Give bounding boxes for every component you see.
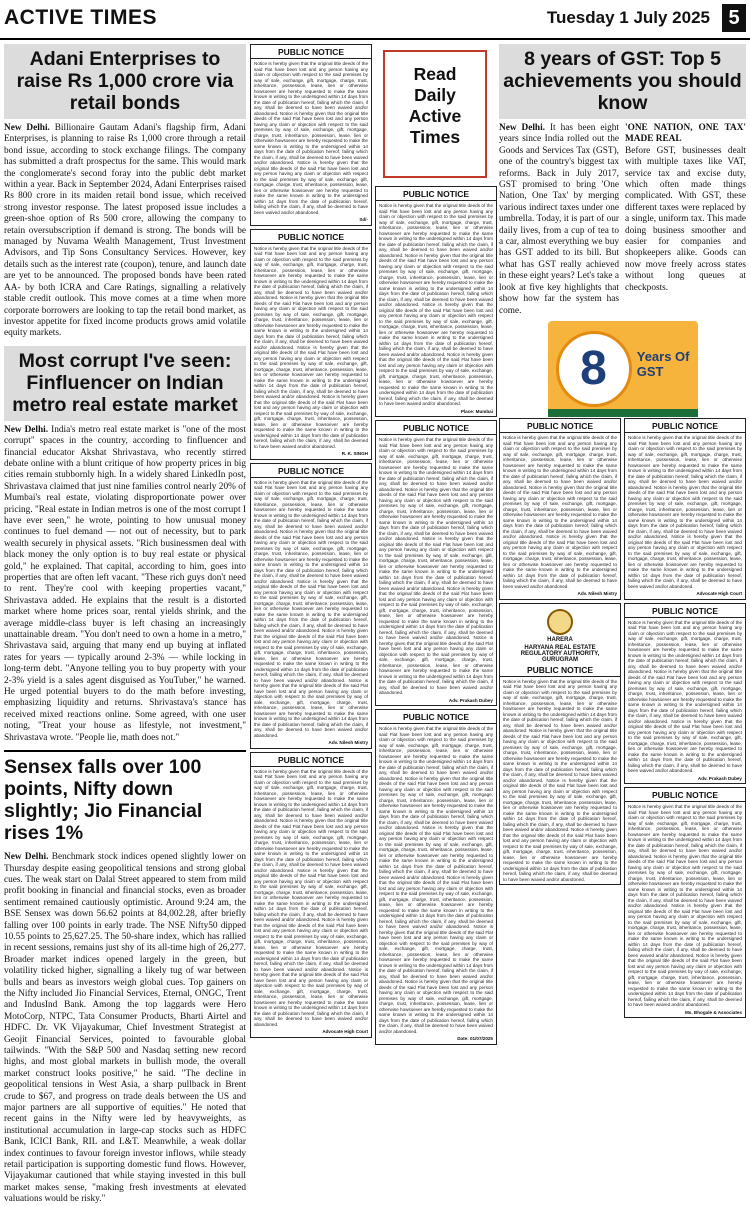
article-adani-lead: New Delhi. <box>4 123 50 133</box>
read-daily-box-area <box>375 44 497 186</box>
public-notice <box>624 603 746 785</box>
article-gst-right <box>625 123 746 317</box>
article-realestate-body <box>4 425 246 744</box>
gst-bar-shape <box>548 409 698 417</box>
notice-text: Notice is hereby given that the original title deeds of the said Flat have been lost and any person having any claim or objection with respect to the said premises by way of sale, exchange, gift, mortgage, charge, trust, inheritance, possession, lease, lien or otherwise howsoever are hereby requested to make the same known in writing to the undersigned within 14 days from the date of publication hereof, failing which the claim, if any, shall be deemed to have been waived and/or abandoned. Notice is hereby given that the original title deeds of the said Flat have been lost and any person having any claim or objection with respect to the said premises by way of sale, exchange, gift, mortgage, charge, trust, inheritance, possession, lease, lien or otherwise howsoever are hereby requested to make the same known in writing to the undersigned within 14 days from the date of publication hereof, failing which the claim, if any, shall be deemed to have been waived and/or abandoned. Notice is hereby given that the original title deeds of the said Flat have been lost and any person having any claim or objection with respect to the said premises by way of sale, exchange, gift, mortgage, charge, trust, inheritance, possession, lease, lien or otherwise howsoever are hereby requested to make the same known in writing to the undersigned within 14 days from the date of publication hereof, failing which the claim, if any, shall be deemed to have been waived and/or abandoned. Notice is hereby given that the original title deeds of the said Flat have been lost and any person having any claim or objection with respect to the said premises by way of sale, exchange, gift, mortgage, charge, trust, inheritance, possession, lease, lien or otherwise howsoever are hereby requested to make the same known in writing to the undersigned within 14 days from the date of publication hereof, failing which the claim, if any, shall be deemed to have been waived and/or abandoned. <box>379 203 493 406</box>
notice-text: Notice is hereby given that the original title deeds of the said Flat have been lost and any person having any claim or objection with respect to the said premises by way of sale, exchange, gift, mortgage, charge, trust, inheritance, possession, lease, lien or otherwise howsoever are hereby requested to make the same known in writing to the undersigned within 14 days from the date of publication hereof, failing which the claim, if any, shall be deemed to have been waived and/or abandoned. Notice is hereby given that the original title deeds of the said Flat have been lost and any person having any claim or objection with respect to the said premises by way of sale, exchange, gift, mortgage, charge, trust, inheritance, possession, lease, lien or otherwise howsoever are hereby requested to make the same known in writing to the undersigned within 14 days from the date of publication hereof, failing which the claim, if any, shall be deemed to have been waived and/or abandoned. Notice is hereby given that the original title deeds of the said Flat have been lost and any person having any claim or objection with respect to the said premises by way of sale, exchange, gift, mortgage, charge, trust, inheritance, possession, lease, lien or otherwise howsoever are hereby requested to make the same known in writing to the undersigned within 14 days from the date of publication hereof, failing which the claim, if any, shall be deemed to have been waived and/or abandoned. Notice is hereby given that the original title deeds of the said Flat have been lost and any person having any claim or objection with respect to the said premises by way of sale, exchange, gift, mortgage, charge, trust, inheritance, possession, lease, lien or otherwise howsoever are hereby requested to make the same known in writing to the undersigned within 14 days from the date of publication hereof, failing which the claim, if any, shall be deemed to have been waived and/or abandoned. Notice is hereby given that the original title deeds of the said Flat have been lost and any person having any claim or objection with respect to the said premises by way of sale, exchange, gift, mortgage, charge, trust, inheritance, possession, lease, lien or otherwise howsoever are hereby requested to make the same known in writing to the undersigned within 14 days from the date of publication hereof, failing which the claim, if any, shall be deemed to have been waived and/or abandoned. <box>254 768 368 1027</box>
public-notice <box>624 787 746 1018</box>
read-daily-box <box>383 50 487 178</box>
harera-subtitle: HARYANA REAL ESTATE REGULATORY AUTHORITY, GURUGRAM <box>520 644 600 663</box>
article-realestate-headline: Most corrupt I've seen: Finfluencer on Indian metro real estate market <box>4 346 246 421</box>
gst-years-label <box>637 349 690 379</box>
notice-text: Notice is hereby given that the original title deeds of the said Flat have been lost and any person having any claim or objection with respect to the said premises by way of sale, exchange, gift, mortgage, charge, trust, inheritance, possession, lease, lien or otherwise howsoever are hereby requested to make the same known in writing to the undersigned within 14 days from the date of publication hereof, failing which the claim, if any, shall be deemed to have been waived and/or abandoned. Notice is hereby given that the original title deeds of the said Flat have been lost and any person having any claim or objection with respect to the said premises by way of sale, exchange, gift, mortgage, charge, trust, inheritance, possession, lease, lien or otherwise howsoever are hereby requested to make the same known in writing to the undersigned within 14 days from the date of publication hereof, failing which the claim, if any, shall be deemed to have been waived and/or abandoned. Notice is hereby given that the original title deeds of the said Flat have been lost and any person having any claim or objection with respect to the said premises by way of sale, exchange, gift, mortgage, charge, trust, inheritance, possession, lease, lien or otherwise howsoever are hereby requested to make the same known in writing to the undersigned within 14 days from the date of publication hereof, failing which the claim, if any, shall be deemed to have been waived and/or abandoned. Notice is hereby given that the original title deeds of the said Flat have been lost and any person having any claim or objection with respect to the said premises by way of sale, exchange, gift, mortgage, charge, trust, inheritance, possession, lease, lien or otherwise howsoever are hereby requested to make the same known in writing to the undersigned within 14 days from the date of publication hereof, failing which the claim, if any, shall be deemed to have been waived and/or abandoned. Notice is hereby given that the original title deeds of the said Flat have been lost and any person having any claim or objection with respect to the said premises by way of sale, exchange, gift, mortgage, charge, trust, inheritance, possession, lease, lien or otherwise howsoever are hereby requested to make the same known in writing to the undersigned within 14 days from the date of publication hereof, failing which the claim, if any, shall be deemed to have been waived and/or abandoned. <box>254 479 368 738</box>
read-daily-text <box>385 64 485 148</box>
notice-signature: Adv. Nilesh Mistry <box>577 591 617 596</box>
column-news <box>4 44 246 1205</box>
masthead-brand: ACTIVE TIMES <box>4 6 158 29</box>
notice-signature: Sd/- <box>359 217 368 222</box>
notice-title: PUBLIC NOTICE <box>625 790 745 802</box>
article-realestate-lead: New Delhi. <box>4 424 49 435</box>
masthead-date: Tuesday 1 July 2025 <box>546 8 710 27</box>
article-gst-text-2: Before GST, businesses dealt with multiple taxes like VAT, service tax and excise duty, which often made things complicated. With GST, these different taxes were replaced by a single, uniform tax. This made doing business smoother and easier for companies and shopkeepers alike. Goods can now move freely across states without long queues at checkposts. <box>625 145 746 293</box>
public-notice <box>250 463 372 749</box>
read-daily-line: Active <box>408 106 462 126</box>
masthead <box>0 0 750 40</box>
public-notice <box>250 229 372 460</box>
gst-years-line: GST <box>636 363 664 379</box>
column-notices-1 <box>250 44 372 1144</box>
column-notices-3 <box>499 418 621 1144</box>
public-notice <box>250 752 372 1038</box>
page-number: 5 <box>722 4 746 32</box>
article-adani-headline: Adani Enterprises to raise Rs 1,000 crore via retail bonds <box>4 44 246 119</box>
public-notice <box>375 709 497 1045</box>
notice-text: Notice is hereby given that the original title deeds of the said Flat have been lost and any person having any claim or objection with respect to the said premises by way of sale, exchange, gift, mortgage, charge, trust, inheritance, possession, lease, lien or otherwise howsoever are hereby requested to make the same known in writing to the undersigned within 14 days from the date of publication hereof, failing which the claim, if any, shall be deemed to have been waived and/or abandoned. Notice is hereby given that the original title deeds of the said Flat have been lost and any person having any claim or objection with respect to the said premises by way of sale, exchange, gift, mortgage, charge, trust, inheritance, possession, lease, lien or otherwise howsoever are hereby requested to make the same known in writing to the undersigned within 14 days from the date of publication hereof, failing which the claim, if any, shall be deemed to have been waived and/or abandoned. Notice is hereby given that the original title deeds of the said Flat have been lost and any person having any claim or objection with respect to the said premises by way of sale, exchange, gift, mortgage, charge, trust, inheritance, possession, lease, lien or otherwise howsoever are hereby requested to make the same known in writing to the undersigned within 14 days from the date of publication hereof, failing which the claim, if any, shall be deemed to have been waived and/or abandoned. Notice is hereby given that the original title deeds of the said Flat have been lost and any person having any claim or objection with respect to the said premises by way of sale, exchange, gift, mortgage, charge, trust, inheritance, possession, lease, lien or otherwise howsoever are hereby requested to make the same known in writing to the undersigned within 14 days from the date of publication hereof, failing which the claim, if any, shall be deemed to have been waived and/or abandoned. Notice is hereby given that the original title deeds of the said Flat have been lost and any person having any claim or objection with respect to the said premises by way of sale, exchange, gift, mortgage, charge, trust, inheritance, possession, lease, lien or otherwise howsoever are hereby requested to make the same known in writing to the undersigned within 14 days from the date of publication hereof, failing which the claim, if any, shall be deemed to have been waived and/or abandoned. Notice is hereby given that the original title deeds of the said Flat have been lost and any person having any claim or objection with respect to the said premises by way of sale, exchange, gift, mortgage, charge, trust, inheritance, possession, lease, lien or otherwise howsoever are hereby requested to make the same known in writing to the undersigned within 14 days from the date of publication hereof, failing which the claim, if any, shall be deemed to have been waived and/or abandoned. <box>379 726 493 1034</box>
article-sensex-body <box>4 852 246 1206</box>
public-notice <box>499 418 621 600</box>
article-gst-text: It has been eight years since India rolled out the Goods and Services Tax (GST), one of the country's biggest tax reforms. Back in July 2017, GST promised to bring 'One Nation, One Tax' by merging various indirect taxes under one umbrella. Today, it is part of our daily lives, from a cup of tea to a car, almost everything we buy has GST added to its bill. But what has GST really achieved in these eight years? Let's take a look at five key highlights that show how far the system has come. <box>499 123 619 316</box>
notice-text: Notice is hereby given that the original title deeds of the said Flat have been lost and any person having any claim or objection with respect to the said premises by way of sale, exchange, gift, mortgage, charge, trust, inheritance, possession, lease, lien or otherwise howsoever are hereby requested to make the same known in writing to the undersigned within 14 days from the date of publication hereof, failing which the claim, if any, shall be deemed to have been waived and/or abandoned. Notice is hereby given that the original title deeds of the said Flat have been lost and any person having any claim or objection with respect to the said premises by way of sale, exchange, gift, mortgage, charge, trust, inheritance, possession, lease, lien or otherwise howsoever are hereby requested to make the same known in writing to the undersigned within 14 days from the date of publication hereof, failing which the claim, if any, shall be deemed to have been waived and/or abandoned. Notice is hereby given that the original title deeds of the said Flat have been lost and any person having any claim or objection with respect to the said premises by way of sale, exchange, gift, mortgage, charge, trust, inheritance, possession, lease, lien or otherwise howsoever are hereby requested to make the same known in writing to the undersigned within 14 days from the date of publication hereof, failing which the claim, if any, shall be deemed to have been waived and/or abandoned. Notice is hereby given that the original title deeds of the said Flat have been lost and any person having any claim or objection with respect to the said premises by way of sale, exchange, gift, mortgage, charge, trust, inheritance, possession, lease, lien or otherwise howsoever are hereby requested to make the same known in writing to the undersigned within 14 days from the date of publication hereof, failing which the claim, if any, shall be deemed to have been waived and/or abandoned. <box>628 804 742 1007</box>
notice-title: PUBLIC NOTICE <box>251 47 371 59</box>
notice-title: PUBLIC NOTICE <box>376 423 496 435</box>
notice-signature: Adv. Prakash Dubey <box>448 697 493 703</box>
article-adani-text: Billionaire Gautam Adani's flagship firm, Adani Enterprises, is planning to raise Rs 1,000 crore through a retail bond issue, according to stock exchange filings. The company has submitted a draft prospectus for the same. This would mark the conglomerate's second foray into the public debt market within a year. Back in September 2024, Adani Enterprises raised Rs 800 crore in its maiden retail bond issue, which received strong investor response. The latest proposed issue includes a green-shoe option of Rs 500 crore, allowing the company to retain oversubscription if demand is strong. The bonds will be managed by Nuvama Wealth Management, Trust Investment Advisors, and Tip Sons Consultancy Services. However, key details such as the interest rate (coupon), tenure, and launch date are yet to be announced. The proposed bonds have been rated AA- by both ICRA and Care Ratings, signalling a relatively stable credit outlook. This move comes at a time when more corporate borrowers are looking to tap the retail bond market, as investor appetite for fixed income products grows amid volatile equity markets. <box>4 123 246 339</box>
notice-title: PUBLIC NOTICE <box>500 665 620 677</box>
notice-title: PUBLIC NOTICE <box>251 755 371 767</box>
notice-title: PUBLIC NOTICE <box>251 466 371 478</box>
notice-text: Notice is hereby given that the original title deeds of the said Flat have been lost and any person having any claim or objection with respect to the said premises by way of sale, exchange, gift, mortgage, charge, trust, inheritance, possession, lease, lien or otherwise howsoever are hereby requested to make the same known in writing to the undersigned within 14 days from the date of publication hereof, failing which the claim, if any, shall be deemed to have been waived and/or abandoned. Notice is hereby given that the original title deeds of the said Flat have been lost and any person having any claim or objection with respect to the said premises by way of sale, exchange, gift, mortgage, charge, trust, inheritance, possession, lease, lien or otherwise howsoever are hereby requested to make the same known in writing to the undersigned within 14 days from the date of publication hereof, failing which the claim, if any, shall be deemed to have been waived and/or abandoned. Notice is hereby given that the original title deeds of the said Flat have been lost and any person having any claim or objection with respect to the said premises by way of sale, exchange, gift, mortgage, charge, trust, inheritance, possession, lease, lien or otherwise howsoever are hereby requested to make the same known in writing to the undersigned within 14 days from the date of publication hereof, failing which the claim, if any, shall be deemed to have been waived and/or abandoned. Notice is hereby given that the original title deeds of the said Flat have been lost and any person having any claim or objection with respect to the said premises by way of sale, exchange, gift, mortgage, charge, trust, inheritance, possession, lease, lien or otherwise howsoever are hereby requested to make the same known in writing to the undersigned within 14 days from the date of publication hereof, failing which the claim, if any, shall be deemed to have been waived and/or abandoned. Notice is hereby given that the original title deeds of the said Flat have been lost and any person having any claim or objection with respect to the said premises by way of sale, exchange, gift, mortgage, charge, trust, inheritance, possession, lease, lien or otherwise howsoever are hereby requested to make the same known in writing to the undersigned within 14 days from the date of publication hereof, failing which the claim, if any, shall be deemed to have been waived and/or abandoned. <box>379 437 493 695</box>
article-realestate-text: India's metro real estate market is "one of the most corrupt" spaces in the country, according to finfluencer and financial educator Akshat Shrivastava, who recently stirred debate online with a blunt critique of how property prices in big cities remain stubbornly high. In a widely shared LinkedIn post, Shrivastava claimed that just nine families control nearly 20% of Mumbai's real estate, violating disproportionate power over pricing. "Real estate in Indian metros is one of the most corrupt I have ever seen," he wrote, pointing to how unusual money continues to fuel demand — not out of necessity, but to park wealth securely in physical assets. "Rich businessmen deal with black money the only option is to buy real estate or physical gold," he explained. That capital, according to him, goes into properties that are often left vacant. "These rich guys don't need to rent. They're cool with keeping properties vacant," Shrivastava added. He explains that the result is a distorted market where home prices soar, rental yields shrink, and the average middle-class buyer is left chasing an increasingly unattainable dream. "You don't need to own a home in a metro," Shrivastava said, arguing that many end up buying at inflated rates for years — typically around 2-3% — while locking in long-term debt. "Anyone telling you to buy property with your 2-3% yield is a sales agent disguised as YouTuber," he warned. He urged potential buyers to do the math before investing, emphasizing liquidity and returns. Shrivastava's stance has received mixed reactions online. Some agreed, with one user noting, "Treat your house as lifestyle, not investment," Shrivastava wrote. "People lie, math does not." <box>4 424 246 743</box>
notice-signature: Adv. Prakash Dubey <box>697 775 742 781</box>
notice-text: Notice is hereby given that the original title deeds of the said Flat have been lost and any person having any claim or objection with respect to the said premises by way of sale, exchange, gift, mortgage, charge, trust, inheritance, possession, lease, lien or otherwise howsoever are hereby requested to make the same known in writing to the undersigned within 14 days from the date of publication hereof, failing which the claim, if any, shall be deemed to have been waived and/or abandoned. Notice is hereby given that the original title deeds of the said Flat have been lost and any person having any claim or objection with respect to the said premises by way of sale, exchange, gift, mortgage, charge, trust, inheritance, possession, lease, lien or otherwise howsoever are hereby requested to make the same known in writing to the undersigned within 14 days from the date of publication hereof, failing which the claim, if any, shall be deemed to have been waived and/or abandoned. Notice is hereby given that the original title deeds of the said Flat have been lost and any person having any claim or objection with respect to the said premises by way of sale, exchange, gift, mortgage, charge, trust, inheritance, possession, lease, lien or otherwise howsoever are hereby requested to make the same known in writing to the undersigned within 14 days from the date of publication hereof, failing which the claim, if any, shall be deemed to have been waived and/or abandoned. <box>628 619 742 773</box>
notice-signature: Ms. Bhogale & Associates <box>684 1009 742 1015</box>
gst-graphic <box>548 321 698 417</box>
notice-signature: Advocate High Court <box>322 1029 368 1034</box>
notice-title: PUBLIC NOTICE <box>376 712 496 724</box>
notice-signature: Adv. Nilesh Mistry <box>328 740 368 745</box>
harera-seal-icon <box>547 609 573 635</box>
read-daily-line: Times <box>409 127 461 147</box>
notice-title: PUBLIC NOTICE <box>500 421 620 433</box>
public-notice <box>624 418 746 600</box>
gst-years-line: Years Of <box>636 348 690 364</box>
harera-title: HARERA <box>547 636 573 643</box>
article-gst <box>499 44 746 416</box>
article-gst-headline: 8 years of GST: Top 5 achievements you should know <box>499 44 746 119</box>
notice-signature: R. K. SINGH <box>341 451 368 456</box>
notice-signature: Place: Mumbai <box>460 408 493 414</box>
article-sensex-lead: New Delhi. <box>4 852 49 863</box>
notice-title: PUBLIC NOTICE <box>251 232 371 244</box>
column-notices-4 <box>624 418 746 1144</box>
article-sensex-text: Benchmark stock indices opened slightly lower on Thursday despite easing geopolitical tensions and strong global cues. The weak start on Dalal Street appeared to stem from mild profit booking in financial and financial stocks, even as broader sentiment remained cautiously optimistic. Around 9:24 am, the BSE Sensex was down 56.62 points at 84,002.28, after briefly falling over 100 points in early trade. The NSE Nifty50 dipped 10.55 points to 25,627.25. The 50-share index, which has rallied in recent sessions, remains just shy of its all-time high of 26,277. Broader market indices opened largely in the green, but volatility ticked higher, signalling a likely tug of war between bulls and bears as investors weigh global cues. Top gainers on the Nifty included Jio Financial Services, Eternal, ONGC, Trent and IndusInd Bank. Among the top laggards were Hero MotoCorp, NTPC, Tata Consumer Products, Bharti Airtel and HDFC. Dr. VK Vijayakumar, Chief Investment Strategist at Geojit Financial Services, pointed to favourable global tailwinds. "With the S&P 500 and Nasdaq setting new record highs, and most global markets in bullish mode, the overall market construct looks positive," he said. "The decline in geopolitical tensions in West Asia, a sharp pullback in Brent crude to $67, and progress on trade deals between the US and major partners are all supportive of equities." He noted that recent gains in the Nifty were led by heavyweights, as institutional accumulation in large-cap stocks such as HDFC Bank, ICICI Bank, RIL and L&T. Meanwhile, a weak dollar index continues to favour foreign investor inflows, while steady retail participation is supporting domestic fund flows. However, Vijayakumar cautioned that while staying invested in this bull market makes sense, "making fresh investments at elevated valuations would be risky." <box>4 852 246 1205</box>
gst-eight: 8 <box>580 341 607 395</box>
notice-text: Notice is hereby given that the original title deeds of the said Flat have been lost and any person having any claim or objection with respect to the said premises by way of sale, exchange, gift, mortgage, charge, trust, inheritance, possession, lease, lien or otherwise howsoever are hereby requested to make the same known in writing to the undersigned within 14 days from the date of publication hereof, failing which the claim, if any, shall be deemed to have been waived and/or abandoned. Notice is hereby given that the original title deeds of the said Flat have been lost and any person having any claim or objection with respect to the said premises by way of sale, exchange, gift, mortgage, charge, trust, inheritance, possession, lease, lien or otherwise howsoever are hereby requested to make the same known in writing to the undersigned within 14 days from the date of publication hereof, failing which the claim, if any, shall be deemed to have been waived and/or abandoned. Notice is hereby given that the original title deeds of the said Flat have been lost and any person having any claim or objection with respect to the said premises by way of sale, exchange, gift, mortgage, charge, trust, inheritance, possession, lease, lien or otherwise howsoever are hereby requested to make the same known in writing to the undersigned within 14 days from the date of publication hereof, failing which the claim, if any, shall be deemed to have been waived and/or abandoned. <box>628 435 742 589</box>
notice-text: Notice is hereby given that the original title deeds of the said Flat have been lost and any person having any claim or objection with respect to the said premises by way of sale, exchange, gift, mortgage, charge, trust, inheritance, possession, lease, lien or otherwise howsoever are hereby requested to make the same known in writing to the undersigned within 14 days from the date of publication hereof, failing which the claim, if any, shall be deemed to have been waived and/or abandoned. Notice is hereby given that the original title deeds of the said Flat have been lost and any person having any claim or objection with respect to the said premises by way of sale, exchange, gift, mortgage, charge, trust, inheritance, possession, lease, lien or otherwise howsoever are hereby requested to make the same known in writing to the undersigned within 14 days from the date of publication hereof, failing which the claim, if any, shall be deemed to have been waived and/or abandoned. Notice is hereby given that the original title deeds of the said Flat have been lost and any person having any claim or objection with respect to the said premises by way of sale, exchange, gift, mortgage, charge, trust, inheritance, possession, lease, lien or otherwise howsoever are hereby requested to make the same known in writing to the undersigned within 14 days from the date of publication hereof, failing which the claim, if any, shall be deemed to have been waived and/or abandoned. <box>254 61 368 215</box>
notice-text: Notice is hereby given that the original title deeds of the said Flat have been lost and any person having any claim or objection with respect to the said premises by way of sale, exchange, gift, mortgage, charge, trust, inheritance, possession, lease, lien or otherwise howsoever are hereby requested to make the same known in writing to the undersigned within 14 days from the date of publication hereof, failing which the claim, if any, shall be deemed to have been waived and/or abandoned. Notice is hereby given that the original title deeds of the said Flat have been lost and any person having any claim or objection with respect to the said premises by way of sale, exchange, gift, mortgage, charge, trust, inheritance, possession, lease, lien or otherwise howsoever are hereby requested to make the same known in writing to the undersigned within 14 days from the date of publication hereof, failing which the claim, if any, shall be deemed to have been waived and/or abandoned. Notice is hereby given that the original title deeds of the said Flat have been lost and any person having any claim or objection with respect to the said premises by way of sale, exchange, gift, mortgage, charge, trust, inheritance, possession, lease, lien or otherwise howsoever are hereby requested to make the same known in writing to the undersigned within 14 days from the date of publication hereof, failing which the claim, if any, shall be deemed to have been waived and/or abandoned. <box>503 435 617 589</box>
notice-signature: Date: 01/07/2025 <box>457 1036 493 1041</box>
notice-title: PUBLIC NOTICE <box>376 189 496 201</box>
article-gst-body-left <box>499 123 619 317</box>
public-notice <box>375 186 497 417</box>
read-daily-line: Daily <box>414 85 456 105</box>
public-notice <box>499 603 621 886</box>
notice-title: PUBLIC NOTICE <box>625 606 745 618</box>
article-gst-subhead: 'ONE NATION, ONE TAX' MADE REAL <box>625 123 746 145</box>
notice-signature: Advocate High Court <box>696 591 742 596</box>
read-daily-line: Read <box>413 64 457 84</box>
notice-title: PUBLIC NOTICE <box>625 421 745 433</box>
public-notice <box>375 420 497 706</box>
notice-text: Notice is hereby given that the original title deeds of the said Flat have been lost and any person having any claim or objection with respect to the said premises by way of sale, exchange, gift, mortgage, charge, trust, inheritance, possession, lease, lien or otherwise howsoever are hereby requested to make the same known in writing to the undersigned within 14 days from the date of publication hereof, failing which the claim, if any, shall be deemed to have been waived and/or abandoned. Notice is hereby given that the original title deeds of the said Flat have been lost and any person having any claim or objection with respect to the said premises by way of sale, exchange, gift, mortgage, charge, trust, inheritance, possession, lease, lien or otherwise howsoever are hereby requested to make the same known in writing to the undersigned within 14 days from the date of publication hereof, failing which the claim, if any, shall be deemed to have been waived and/or abandoned. Notice is hereby given that the original title deeds of the said Flat have been lost and any person having any claim or objection with respect to the said premises by way of sale, exchange, gift, mortgage, charge, trust, inheritance, possession, lease, lien or otherwise howsoever are hereby requested to make the same known in writing to the undersigned within 14 days from the date of publication hereof, failing which the claim, if any, shall be deemed to have been waived and/or abandoned. Notice is hereby given that the original title deeds of the said Flat have been lost and any person having any claim or objection with respect to the said premises by way of sale, exchange, gift, mortgage, charge, trust, inheritance, possession, lease, lien or otherwise howsoever are hereby requested to make the same known in writing to the undersigned within 14 days from the date of publication hereof, failing which the claim, if any, shall be deemed to have been waived and/or abandoned. <box>254 245 368 449</box>
notice-text: Notice is hereby given that the original title deeds of the said Flat have been lost and any person having any claim or objection with respect to the said premises by way of sale, exchange, gift, mortgage, charge, trust, inheritance, possession, lease, lien or otherwise howsoever are hereby requested to make the same known in writing to the undersigned within 14 days from the date of publication hereof, failing which the claim, if any, shall be deemed to have been waived and/or abandoned. Notice is hereby given that the original title deeds of the said Flat have been lost and any person having any claim or objection with respect to the said premises by way of sale, exchange, gift, mortgage, charge, trust, inheritance, possession, lease, lien or otherwise howsoever are hereby requested to make the same known in writing to the undersigned within 14 days from the date of publication hereof, failing which the claim, if any, shall be deemed to have been waived and/or abandoned. Notice is hereby given that the original title deeds of the said Flat have been lost and any person having any claim or objection with respect to the said premises by way of sale, exchange, gift, mortgage, charge, trust, inheritance, possession, lease, lien or otherwise howsoever are hereby requested to make the same known in writing to the undersigned within 14 days from the date of publication hereof, failing which the claim, if any, shall be deemed to have been waived and/or abandoned. Notice is hereby given that the original title deeds of the said Flat have been lost and any person having any claim or objection with respect to the said premises by way of sale, exchange, gift, mortgage, charge, trust, inheritance, possession, lease, lien or otherwise howsoever are hereby requested to make the same known in writing to the undersigned within 14 days from the date of publication hereof, failing which the claim, if any, shall be deemed to have been waived and/or abandoned. <box>503 678 617 882</box>
article-gst-lead: New Delhi. <box>499 123 545 133</box>
public-notice <box>250 44 372 226</box>
column-notices-2 <box>375 186 497 1144</box>
article-sensex-headline: Sensex falls over 100 points, Nifty down slightly; Jio Financial rises 1% <box>4 750 246 848</box>
article-adani-body <box>4 123 246 340</box>
